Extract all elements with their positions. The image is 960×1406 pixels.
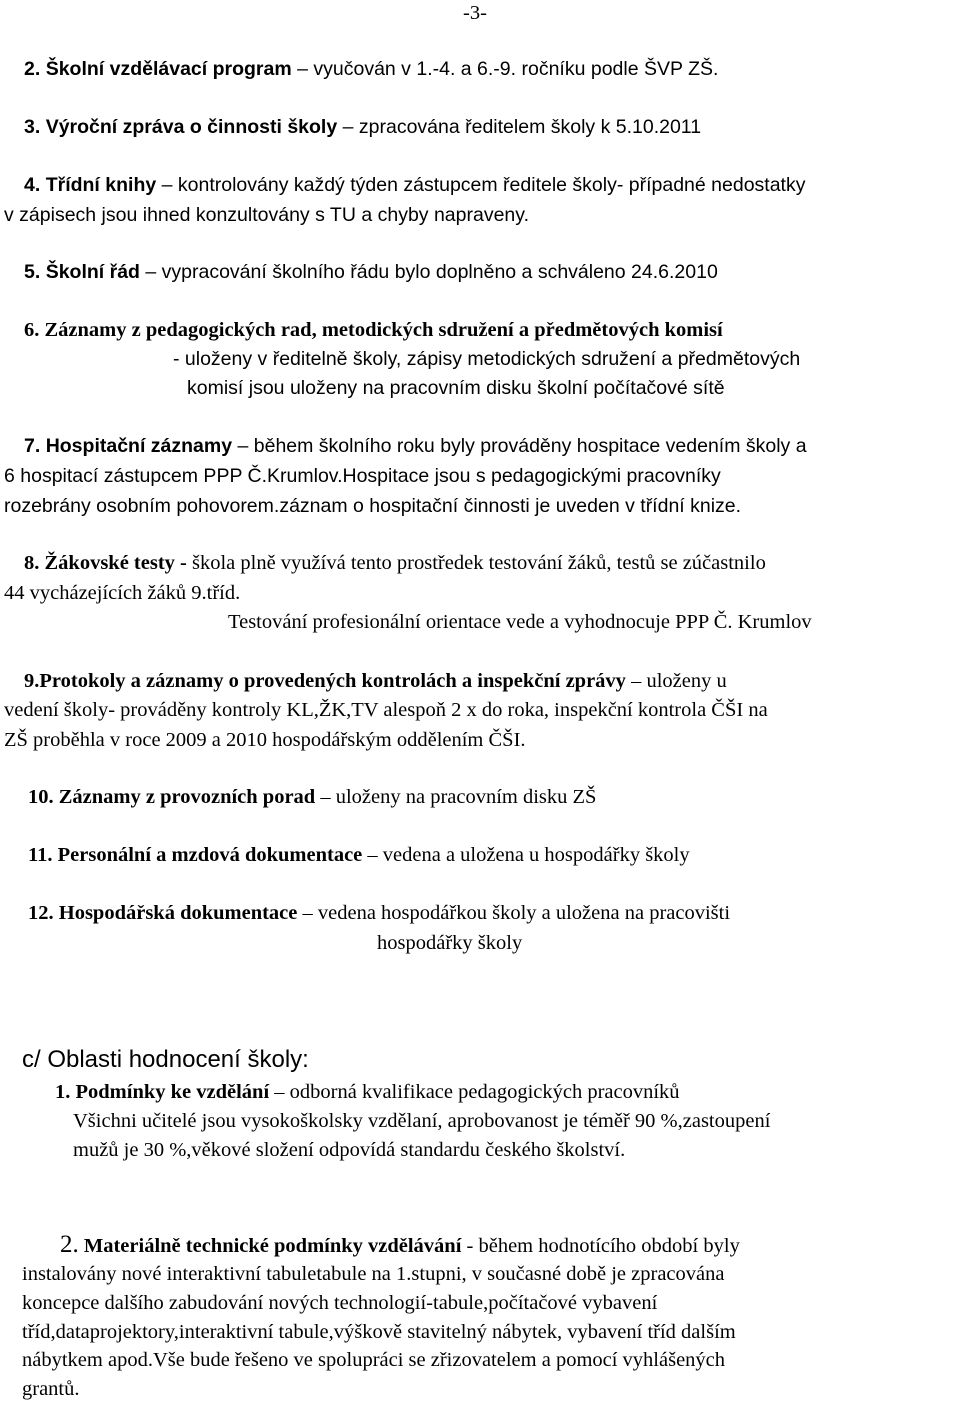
- item-5: [24, 263, 718, 283]
- item-2-title: Školní vzdělávací program: [45, 58, 292, 80]
- item-7-text: – během školního roku byly prováděny hospitace vedením školy a: [232, 435, 807, 457]
- section-c-item-2-line-4: tříd,dataprojektory,interaktivní tabule,výškově stavitelný nábytek, vybavení tříd dalším: [22, 1321, 736, 1343]
- item-7-num: 7.: [24, 435, 41, 457]
- item-7: [24, 437, 807, 457]
- item-2: [24, 60, 718, 80]
- item-4-title: Třídní knihy: [45, 174, 157, 196]
- item-8-text: škola plně využívá tento prostředek testování žáků, testů se zúčastnilo: [186, 552, 766, 574]
- item-8: [24, 553, 766, 574]
- item-5-text: – vypracování školního řádu bylo doplněno a schváleno 24.6.2010: [139, 261, 718, 283]
- section-c-item-1-line-2: Všichni učitelé jsou vysokoškolsky vzdělaní, aprobovanost je téměř 90 %,zastoupení: [73, 1110, 771, 1132]
- item-3-text: – zpracována ředitelem školy k 5.10.2011: [337, 116, 702, 138]
- item-12: [28, 903, 730, 924]
- item-11-num: 11.: [28, 844, 53, 866]
- section-c-item-2-line-5: nábytkem apod.Vše bude řešeno ve spolupráci se zřizovatelem a pomocí vyhlášených: [22, 1349, 726, 1371]
- item-9-line-2: vedení školy- prováděny kontroly KL,ŽK,TV alespoň 2 x do roka, inspekční kontrola ČŠI na: [4, 699, 768, 721]
- section-c-item-2-title: Materiálně technické podmínky vzdělávání: [78, 1235, 462, 1257]
- item-12-num: 12.: [28, 902, 54, 924]
- item-12-title: Hospodářská dokumentace: [58, 902, 298, 924]
- item-2-num: 2.: [24, 58, 41, 80]
- item-4-num: 4.: [24, 174, 41, 196]
- item-4-text: – kontrolovány každý týden zástupcem ředitele školy- případné nedostatky: [156, 174, 806, 196]
- section-c-item-1-text: – odborná kvalifikace pedagogických pracovníků: [269, 1081, 680, 1103]
- section-c-item-2-text: - během hodnotícího období byly: [461, 1235, 740, 1257]
- item-6-line-3: komisí jsou uloženy na pracovním disku školní počítačové sítě: [187, 377, 725, 399]
- item-4: [24, 176, 805, 196]
- section-c-item-2-line-3: koncepce dalšího zabudování nových technologií-tabule,počítačové vybavení: [22, 1292, 658, 1314]
- item-11-text: – vedena a uložena u hospodářky školy: [362, 844, 690, 866]
- item-9-title: Protokoly a záznamy o provedených kontrolách a inspekční zprávy: [39, 670, 626, 692]
- item-3-num: 3.: [24, 116, 41, 138]
- section-c-heading: c/ Oblasti hodnocení školy:: [22, 1046, 309, 1073]
- section-c-item-1-line-3: mužů je 30 %,věkové složení odpovídá standardu českého školství.: [73, 1139, 626, 1161]
- item-6-line-2: - uloženy v ředitelně školy, zápisy metodických sdružení a předmětových: [173, 348, 801, 370]
- item-3: [24, 118, 701, 138]
- item-12-text: – vedena hospodářkou školy a uložena na pracovišti: [297, 902, 731, 924]
- item-6-title: Záznamy z pedagogických rad, metodických sdružení a předmětových komisí: [44, 319, 723, 341]
- item-5-title: Školní řád: [45, 261, 140, 283]
- item-7-line-2: 6 hospitací zástupcem PPP Č.Krumlov.Hospitace jsou s pedagogickými pracovníky: [4, 465, 721, 487]
- item-8-title: Žákovské testy -: [44, 552, 187, 574]
- section-c-item-1-num: 1.: [55, 1081, 71, 1103]
- item-3-title: Výroční zpráva o činnosti školy: [45, 116, 338, 138]
- item-2-text: – vyučován v 1.-4. a 6.-9. ročníku podle ŠVP ZŠ.: [291, 58, 719, 80]
- item-8-line-2: 44 vycházejících žáků 9.tříd.: [4, 582, 241, 604]
- item-11-title: Personální a mzdová dokumentace: [57, 844, 363, 866]
- item-5-num: 5.: [24, 261, 41, 283]
- section-c-item-2-line-2: instalovány nové interaktivní tabuletabule na 1.stupni, v současné době je zpracována: [22, 1263, 725, 1285]
- item-10-title: Záznamy z provozních porad: [58, 786, 316, 808]
- section-c-item-1-title: Podmínky ke vzdělání: [70, 1081, 270, 1103]
- item-12-line-2: hospodářky školy: [377, 932, 523, 954]
- item-6-num: 6.: [24, 319, 40, 341]
- item-9-line-3: ZŠ proběhla v roce 2009 a 2010 hospodářským oddělením ČŠI.: [4, 729, 526, 751]
- section-c-item-1: [55, 1082, 680, 1103]
- item-6: [24, 320, 723, 341]
- item-9-text: – uloženy u: [625, 670, 727, 692]
- item-4-line-2: v zápisech jsou ihned konzultovány s TU a chyby napraveny.: [4, 204, 529, 226]
- item-9-num: 9.: [24, 670, 40, 692]
- section-c-item-2-line-6: grantů.: [22, 1378, 80, 1400]
- item-10: [28, 787, 596, 808]
- item-7-line-3: rozebrány osobním pohovorem.záznam o hospitační činnosti je uveden v třídní knize.: [4, 495, 742, 517]
- section-c-item-2-num: 2.: [60, 1231, 79, 1258]
- item-8-line-3: Testování profesionální orientace vede a vyhodnocuje PPP Č. Krumlov: [228, 611, 812, 633]
- item-7-title: Hospitační záznamy: [45, 435, 233, 457]
- item-11: [28, 845, 690, 866]
- item-10-text: – uloženy na pracovním disku ZŠ: [315, 786, 597, 808]
- item-8-num: 8.: [24, 552, 40, 574]
- item-10-num: 10.: [28, 786, 54, 808]
- item-9: [24, 671, 727, 692]
- page-number: -3-: [463, 2, 487, 24]
- section-c-item-2: [60, 1232, 740, 1257]
